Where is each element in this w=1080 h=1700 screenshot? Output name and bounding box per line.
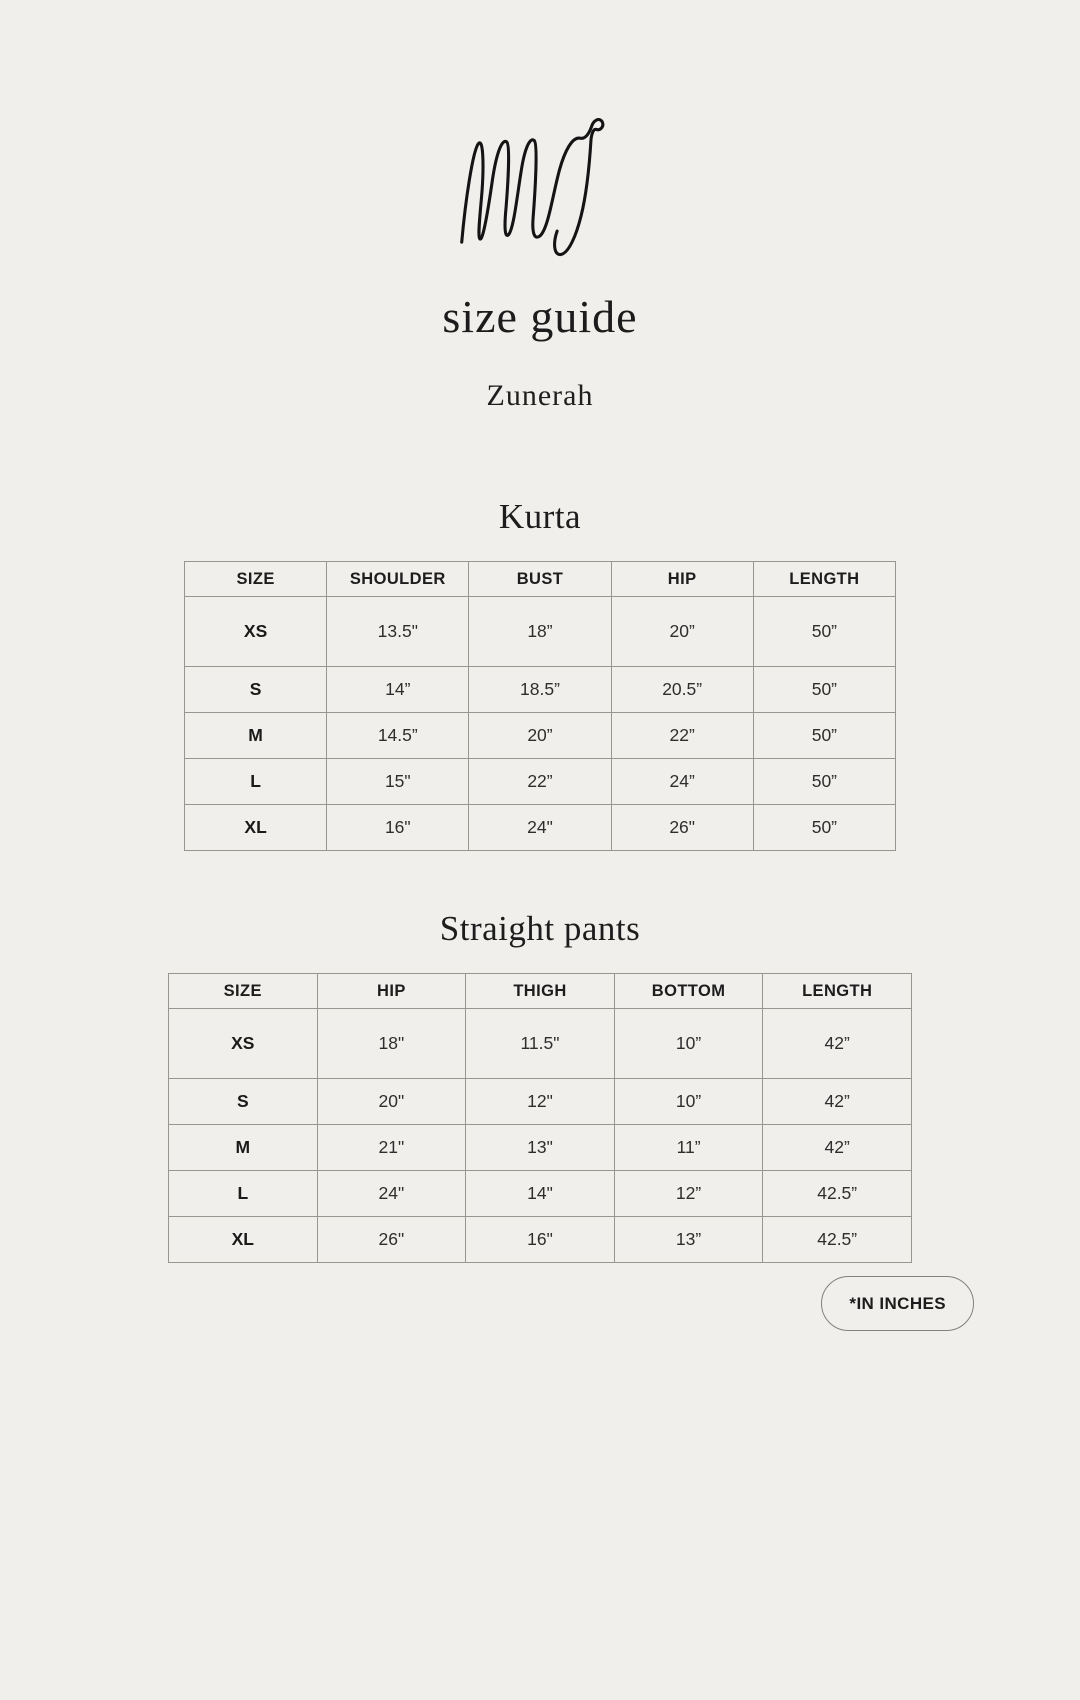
column-header-thigh: THIGH: [466, 974, 615, 1009]
measure-cell: 24": [317, 1171, 466, 1217]
measure-cell: 13”: [614, 1217, 763, 1263]
column-header-length: LENGTH: [763, 974, 912, 1009]
kurta-table-title: Kurta: [498, 497, 582, 536]
pants-row-l: [169, 1171, 912, 1217]
measure-cell: 10”: [614, 1079, 763, 1125]
measure-cell: 11.5": [466, 1009, 615, 1079]
column-header-bust: BUST: [469, 562, 611, 597]
measure-cell: 18”: [469, 597, 611, 667]
pants-row-xs: [169, 1009, 912, 1079]
measure-cell: 50”: [753, 805, 895, 851]
product-name: Zunerah: [486, 379, 594, 412]
measure-cell: 12”: [614, 1171, 763, 1217]
measure-cell: 20": [317, 1079, 466, 1125]
measure-cell: 24”: [611, 759, 753, 805]
kurta-row-xl: [185, 805, 896, 851]
mw-monogram-icon: [448, 108, 633, 268]
measure-cell: 26": [611, 805, 753, 851]
pants-header-row: [169, 974, 912, 1009]
measure-cell: 15": [327, 759, 469, 805]
measure-cell: 22”: [469, 759, 611, 805]
kurta-row-xs: [185, 597, 896, 667]
measure-cell: 18.5”: [469, 667, 611, 713]
measure-cell: 14": [466, 1171, 615, 1217]
measure-cell: 50”: [753, 667, 895, 713]
kurta-row-s: [185, 667, 896, 713]
size-cell: M: [185, 713, 327, 759]
footnote-row: [0, 1276, 1080, 1331]
kurta-header-row: [185, 562, 896, 597]
kurta-row-l: [185, 759, 896, 805]
measure-cell: 16": [327, 805, 469, 851]
measure-cell: 26": [317, 1217, 466, 1263]
measure-cell: 50”: [753, 759, 895, 805]
column-header-bottom: BOTTOM: [614, 974, 763, 1009]
measure-cell: 12": [466, 1079, 615, 1125]
kurta-size-table: [184, 561, 896, 851]
measure-cell: 13.5": [327, 597, 469, 667]
size-cell: XL: [185, 805, 327, 851]
column-header-hip: HIP: [611, 562, 753, 597]
measure-cell: 10”: [614, 1009, 763, 1079]
size-cell: XS: [185, 597, 327, 667]
measure-cell: 42”: [763, 1125, 912, 1171]
measure-cell: 11”: [614, 1125, 763, 1171]
measure-cell: 42”: [763, 1009, 912, 1079]
page-title: size guide: [442, 291, 638, 342]
measure-cell: 50”: [753, 597, 895, 667]
straight-pants-section: [0, 909, 1080, 1263]
measure-cell: 16": [466, 1217, 615, 1263]
size-cell: M: [169, 1125, 318, 1171]
measure-cell: 42.5”: [763, 1171, 912, 1217]
pants-row-m: [169, 1125, 912, 1171]
pants-table-title: Straight pants: [439, 909, 641, 948]
measure-cell: 22”: [611, 713, 753, 759]
column-header-hip: HIP: [317, 974, 466, 1009]
column-header-length: LENGTH: [753, 562, 895, 597]
size-cell: XS: [169, 1009, 318, 1079]
size-cell: XL: [169, 1217, 318, 1263]
measure-cell: 18": [317, 1009, 466, 1079]
size-cell: S: [185, 667, 327, 713]
in-inches-badge: *IN INCHES: [821, 1276, 974, 1331]
measure-cell: 14”: [327, 667, 469, 713]
measure-cell: 20”: [469, 713, 611, 759]
size-cell: L: [185, 759, 327, 805]
column-header-size: SIZE: [169, 974, 318, 1009]
measure-cell: 21": [317, 1125, 466, 1171]
measure-cell: 20.5”: [611, 667, 753, 713]
size-cell: S: [169, 1079, 318, 1125]
straight-pants-size-table: [168, 973, 912, 1263]
pants-row-xl: [169, 1217, 912, 1263]
kurta-row-m: [185, 713, 896, 759]
measure-cell: 14.5”: [327, 713, 469, 759]
measure-cell: 42.5”: [763, 1217, 912, 1263]
measure-cell: 20”: [611, 597, 753, 667]
kurta-section: [0, 497, 1080, 851]
measure-cell: 42”: [763, 1079, 912, 1125]
column-header-shoulder: SHOULDER: [327, 562, 469, 597]
brand-logo: [0, 108, 1080, 268]
column-header-size: SIZE: [185, 562, 327, 597]
pants-row-s: [169, 1079, 912, 1125]
measure-cell: 24": [469, 805, 611, 851]
measure-cell: 50”: [753, 713, 895, 759]
measure-cell: 13": [466, 1125, 615, 1171]
size-cell: L: [169, 1171, 318, 1217]
